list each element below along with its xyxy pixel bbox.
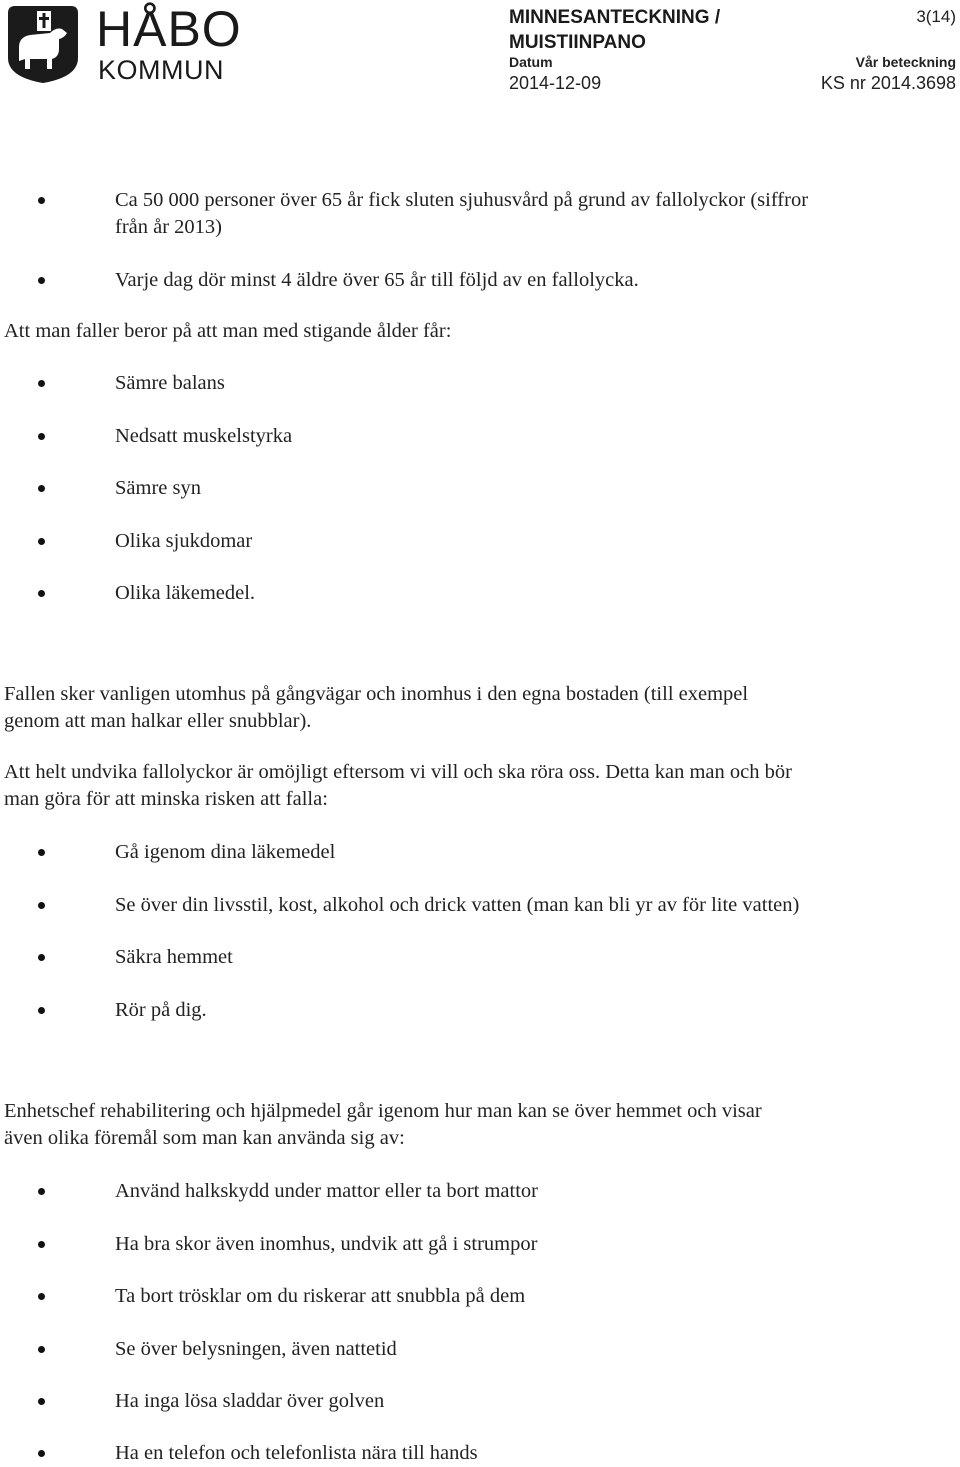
bullet-icon [38,1188,45,1195]
list-item: Sämre balans [115,372,225,394]
paragraph-line: även olika föremål som man kan använda sig av: [4,1127,405,1149]
bullet-icon [38,902,45,909]
list-item-continuation: från år 2013) [115,216,223,238]
list-item: Olika sjukdomar [115,530,253,552]
paragraph: Att man faller beror på att man med stigande ålder får: [4,320,452,342]
paragraph-line: genom att man halkar eller snubblar). [4,710,312,732]
list-item: Ta bort trösklar om du riskerar att snubbla på dem [115,1285,526,1307]
municipality-logo [4,3,82,85]
bullet-icon [38,1346,45,1353]
list-item: Ha en telefon och telefonlista nära till hands [115,1442,478,1464]
logo-wordmark-habo: HÅBO [96,1,242,57]
bullet-icon [38,849,45,856]
list-item: Ha bra skor även inomhus, undvik att gå i strumpor [115,1233,538,1255]
bullet-icon [38,1293,45,1300]
list-item: Varje dag dör minst 4 äldre över 65 år till följd av en fallolycka. [115,269,639,291]
paragraph-line: Fallen sker vanligen utomhus på gångvägar och inomhus i den egna bostaden (till exempel [4,683,749,705]
document-title-line2: MUISTIINPANO [509,32,646,53]
bullet-icon [38,433,45,440]
list-item: Säkra hemmet [115,946,233,968]
page-number: 3(14) [916,7,956,26]
bullet-icon [38,1241,45,1248]
list-item: Nedsatt muskelstyrka [115,425,293,447]
paragraph-line: man göra för att minska risken att falla: [4,788,328,810]
bullet-icon [38,538,45,545]
bullet-icon [38,1450,45,1457]
bullet-icon [38,277,45,284]
list-item: Ha inga lösa sladdar över golven [115,1390,385,1412]
list-item: Se över belysningen, även nattetid [115,1338,397,1360]
bullet-icon [38,1007,45,1014]
list-item: Gå igenom dina läkemedel [115,841,336,863]
date-label: Datum [509,54,553,70]
document-title-line1: MINNESANTECKNING / [509,7,721,28]
bullet-icon [38,380,45,387]
reference-label: Vår beteckning [855,54,956,70]
logo-wordmark-kommun: KOMMUN [98,55,224,85]
list-item: Olika läkemedel. [115,582,256,604]
paragraph-line: Att helt undvika fallolyckor är omöjligt eftersom vi vill och ska röra oss. Detta kan man och bör [4,761,792,783]
bullet-icon [38,197,45,204]
list-item: Ca 50 000 personer över 65 år fick sluten sjuhusvård på grund av fallolyckor (siffror [115,189,809,211]
paragraph-line: Enhetschef rehabilitering och hjälpmedel går igenom hur man kan se över hemmet och visar [4,1100,762,1122]
list-item: Använd halkskydd under mattor eller ta bort mattor [115,1180,538,1202]
bullet-icon [38,590,45,597]
bullet-icon [38,1398,45,1405]
list-item: Rör på dig. [115,999,207,1021]
document-title [509,5,720,55]
date-value: 2014-12-09 [509,73,602,93]
reference-value: KS nr 2014.3698 [820,73,956,93]
list-item: Sämre syn [115,477,201,499]
list-item: Se över din livsstil, kost, alkohol och drick vatten (man kan bli yr av för lite vatten) [115,894,800,916]
bullet-icon [38,954,45,961]
bullet-icon [38,485,45,492]
